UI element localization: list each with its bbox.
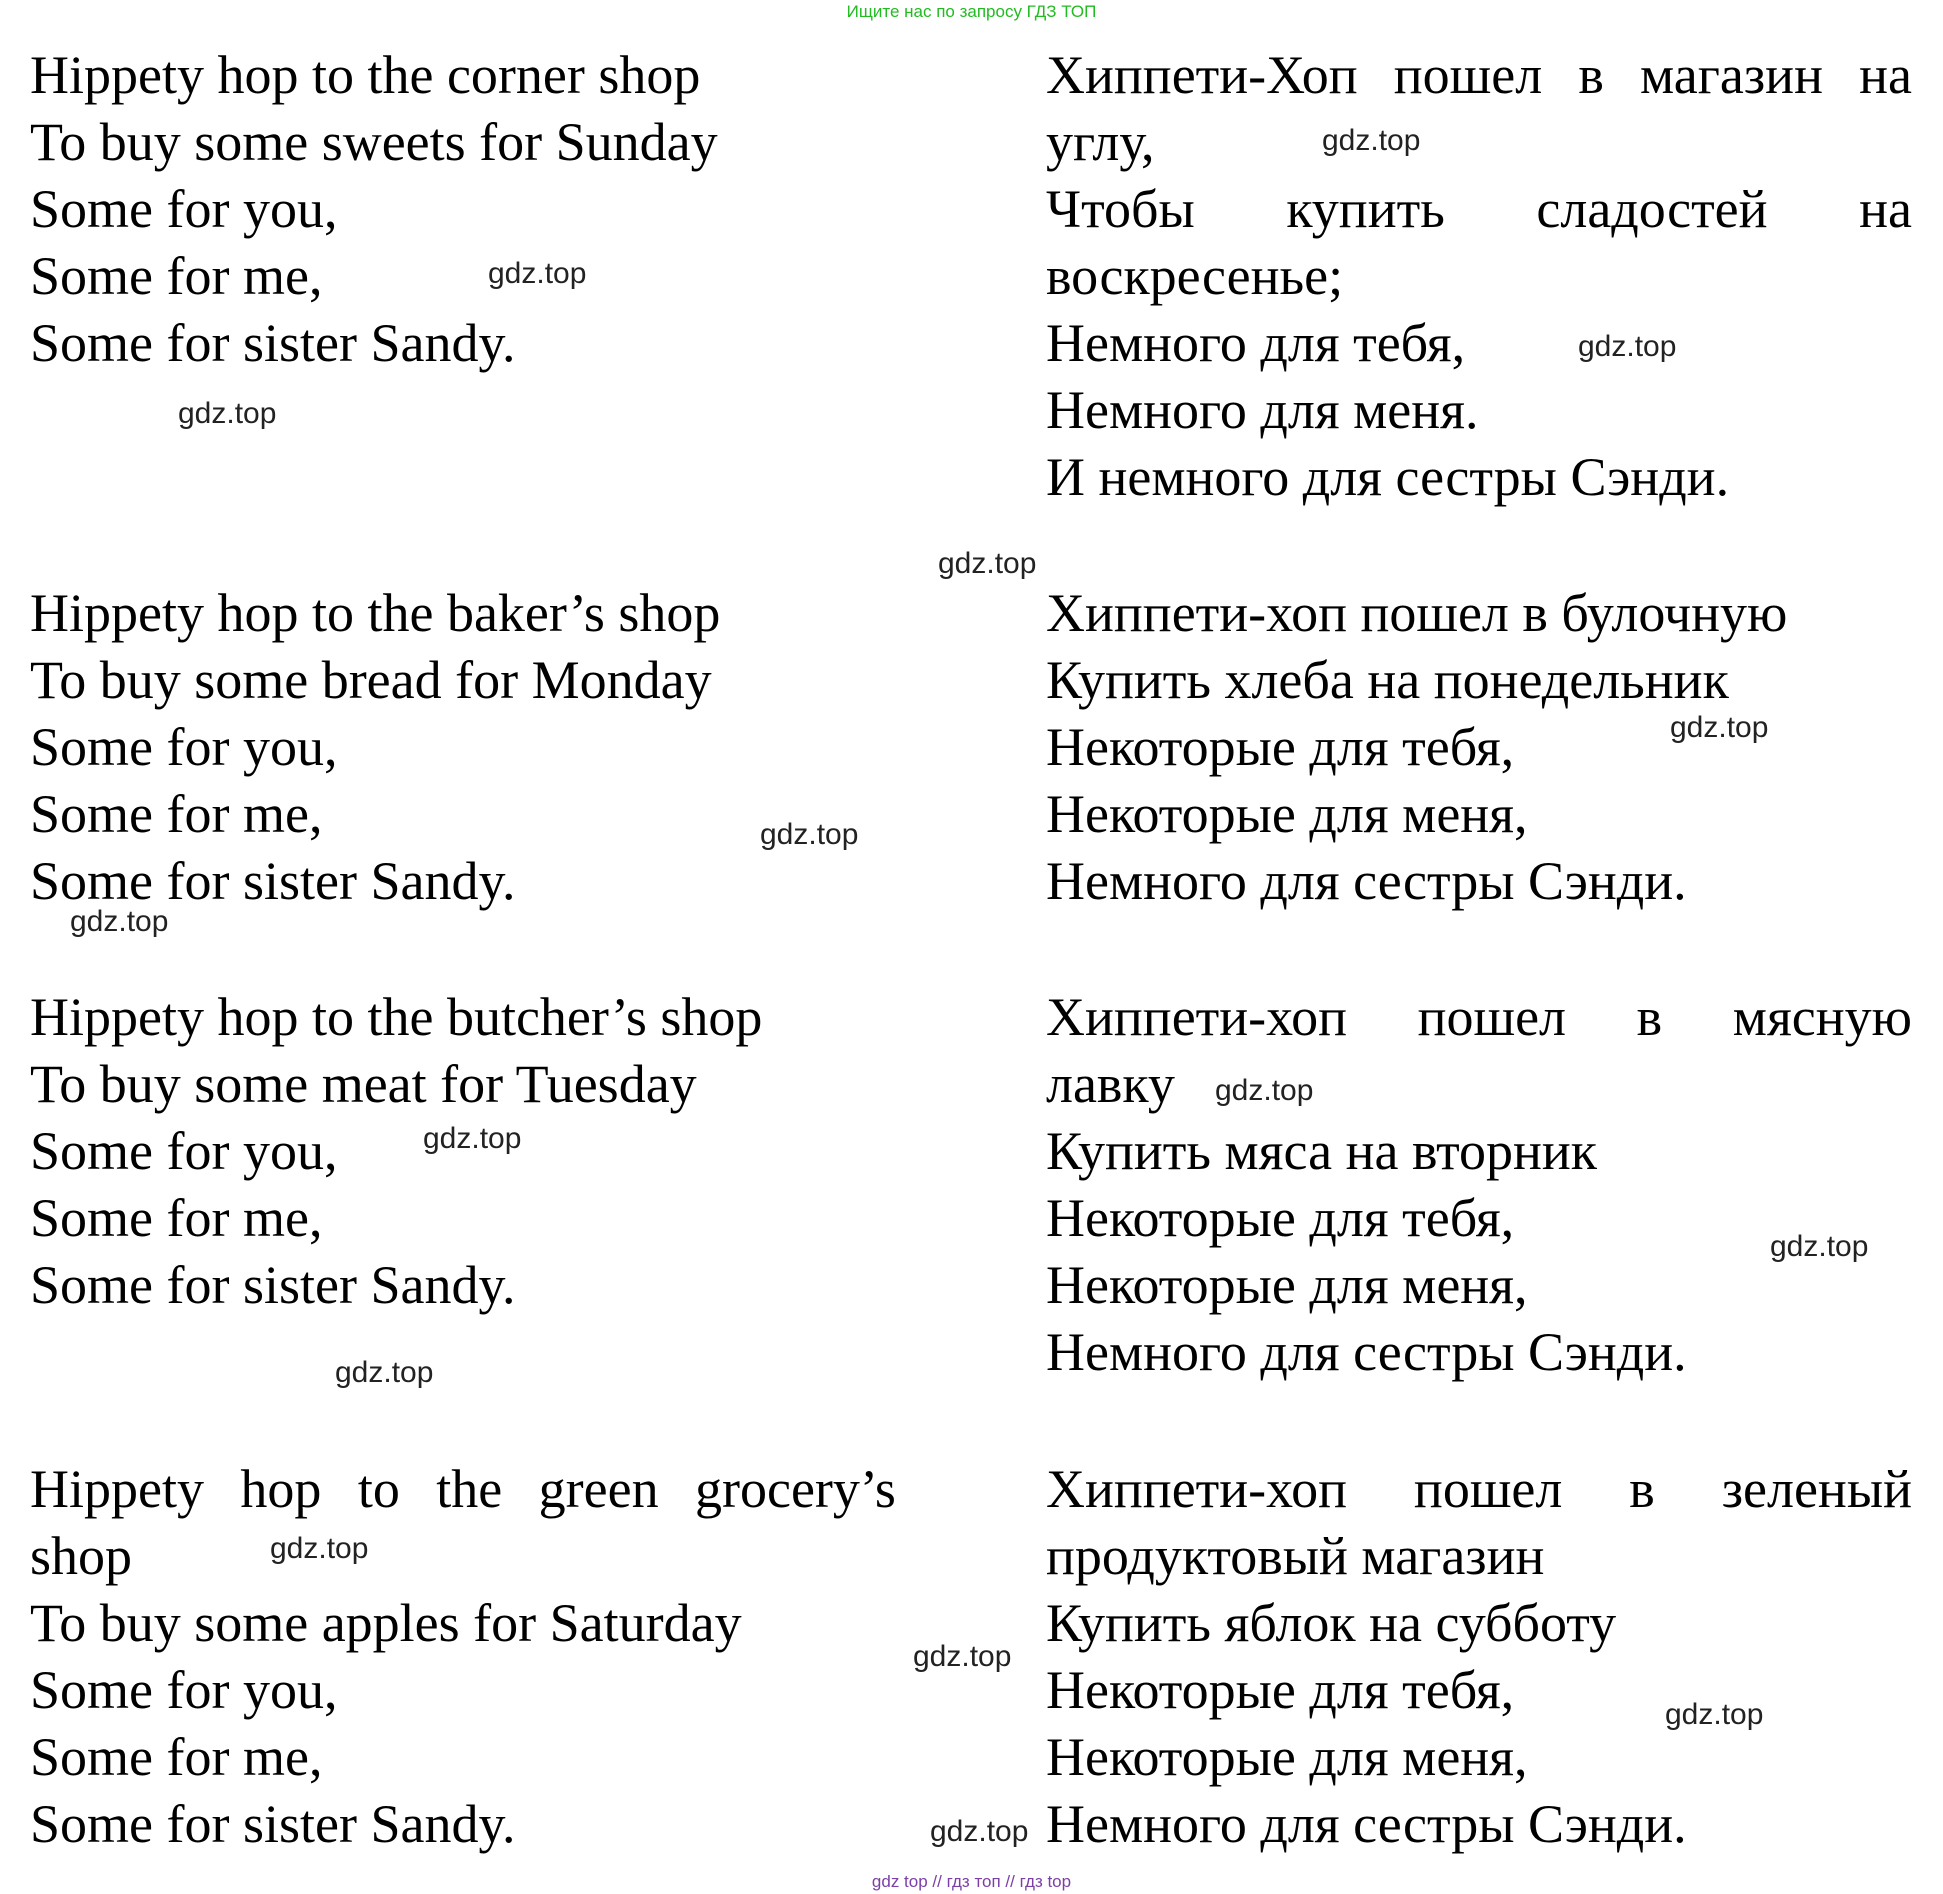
watermark: gdz.top bbox=[930, 1815, 1029, 1848]
watermark: gdz.top bbox=[1578, 330, 1677, 363]
translation-line: воскресенье; bbox=[1046, 246, 1344, 306]
word: мясную bbox=[1732, 987, 1912, 1047]
translation-line bbox=[1046, 176, 1912, 242]
footer-note: gdz top // гдз топ // гдз top bbox=[871, 1872, 1072, 1891]
word: to bbox=[357, 1459, 400, 1519]
poem-line: To buy some apples for Saturday bbox=[30, 1593, 742, 1653]
word: пошел bbox=[1417, 987, 1567, 1047]
watermark: gdz.top bbox=[1322, 124, 1421, 157]
header-note: Ищите нас по запросу ГДЗ ТОП bbox=[846, 2, 1097, 21]
word: the bbox=[436, 1459, 503, 1519]
poem-line: Some for you, bbox=[30, 717, 338, 777]
watermark: gdz.top bbox=[1665, 1698, 1764, 1731]
watermark: gdz.top bbox=[760, 818, 859, 851]
watermark: gdz.top bbox=[1670, 711, 1769, 744]
poem-line: Some for you, bbox=[30, 179, 338, 239]
word: на bbox=[1859, 179, 1912, 239]
translation-line: Некоторые для меня, bbox=[1046, 1727, 1528, 1787]
poem-line: Some for me, bbox=[30, 1188, 323, 1248]
watermark: gdz.top bbox=[913, 1640, 1012, 1673]
word: Хиппети-хоп bbox=[1046, 987, 1347, 1047]
poem-line: To buy some sweets for Sunday bbox=[30, 112, 718, 172]
word: купить bbox=[1286, 179, 1445, 239]
translation-line: Некоторые для тебя, bbox=[1046, 1660, 1515, 1720]
word: hop bbox=[240, 1459, 322, 1519]
translation-line: Купить хлеба на понедельник bbox=[1046, 650, 1729, 710]
translation-line bbox=[1046, 1456, 1912, 1522]
translation-line: Немного для сестры Сэнди. bbox=[1046, 851, 1687, 911]
word: пошел bbox=[1413, 1459, 1563, 1519]
word: на bbox=[1859, 45, 1912, 105]
translation-line: Некоторые для тебя, bbox=[1046, 717, 1515, 777]
translation-line: лавку bbox=[1046, 1054, 1175, 1114]
poem-line: Some for me, bbox=[30, 784, 323, 844]
word: сладостей bbox=[1536, 179, 1768, 239]
translation-line: И немного для сестры Сэнди. bbox=[1046, 447, 1730, 507]
watermark: gdz.top bbox=[178, 397, 277, 430]
translation-line: Некоторые для меня, bbox=[1046, 1255, 1528, 1315]
poem-line: Some for sister Sandy. bbox=[30, 1794, 516, 1854]
translation-line: Некоторые для тебя, bbox=[1046, 1188, 1515, 1248]
poem-line bbox=[30, 1456, 896, 1522]
poem-line: Some for me, bbox=[30, 246, 323, 306]
watermark: gdz.top bbox=[70, 905, 169, 938]
word: магазин bbox=[1639, 45, 1823, 105]
watermark: gdz.top bbox=[270, 1532, 369, 1565]
translation-line: Немного для тебя, bbox=[1046, 313, 1466, 373]
watermark: gdz.top bbox=[1215, 1074, 1314, 1107]
translation-line: Купить яблок на субботу bbox=[1046, 1593, 1617, 1653]
word: пошел bbox=[1393, 45, 1543, 105]
word: Чтобы bbox=[1046, 179, 1195, 239]
translation-line: Хиппети-хоп пошел в булочную bbox=[1046, 583, 1788, 643]
translation-line: Немного для сестры Сэнди. bbox=[1046, 1794, 1687, 1854]
word: в bbox=[1578, 45, 1604, 105]
word: green bbox=[538, 1459, 659, 1519]
word: grocery’s bbox=[695, 1459, 896, 1519]
poem-line: Some for you, bbox=[30, 1660, 338, 1720]
translation-line bbox=[1046, 984, 1912, 1050]
word: Хиппети-Хоп bbox=[1046, 45, 1358, 105]
watermark: gdz.top bbox=[938, 547, 1037, 580]
word: в bbox=[1636, 987, 1663, 1047]
translation-line: Купить мяса на вторник bbox=[1046, 1121, 1598, 1181]
watermark: gdz.top bbox=[1770, 1230, 1869, 1263]
word: в bbox=[1629, 1459, 1655, 1519]
translation-line: Некоторые для меня, bbox=[1046, 784, 1528, 844]
poem-line: Hippety hop to the corner shop bbox=[30, 45, 701, 105]
word: Hippety bbox=[30, 1459, 204, 1519]
watermark: gdz.top bbox=[488, 257, 587, 290]
translation-line bbox=[1046, 42, 1912, 108]
poem-line: Hippety hop to the baker’s shop bbox=[30, 583, 721, 643]
translation-line: Немного для меня. bbox=[1046, 380, 1479, 440]
watermark: gdz.top bbox=[335, 1356, 434, 1389]
poem-line: Some for you, bbox=[30, 1121, 338, 1181]
watermark: gdz.top bbox=[423, 1122, 522, 1155]
poem-line: Some for sister Sandy. bbox=[30, 313, 516, 373]
poem-line: shop bbox=[30, 1526, 133, 1586]
translation-line: Немного для сестры Сэнди. bbox=[1046, 1322, 1687, 1382]
word: зеленый bbox=[1721, 1459, 1912, 1519]
poem-line: To buy some meat for Tuesday bbox=[30, 1054, 697, 1114]
poem-line: Some for sister Sandy. bbox=[30, 1255, 516, 1315]
poem-line: Hippety hop to the butcher’s shop bbox=[30, 987, 763, 1047]
translation-line: углу, bbox=[1046, 112, 1155, 172]
poem-line: To buy some bread for Monday bbox=[30, 650, 712, 710]
poem-line: Some for me, bbox=[30, 1727, 323, 1787]
poem-line: Some for sister Sandy. bbox=[30, 851, 516, 911]
word: Хиппети-хоп bbox=[1046, 1459, 1347, 1519]
translation-line: продуктовый магазин bbox=[1046, 1526, 1545, 1586]
